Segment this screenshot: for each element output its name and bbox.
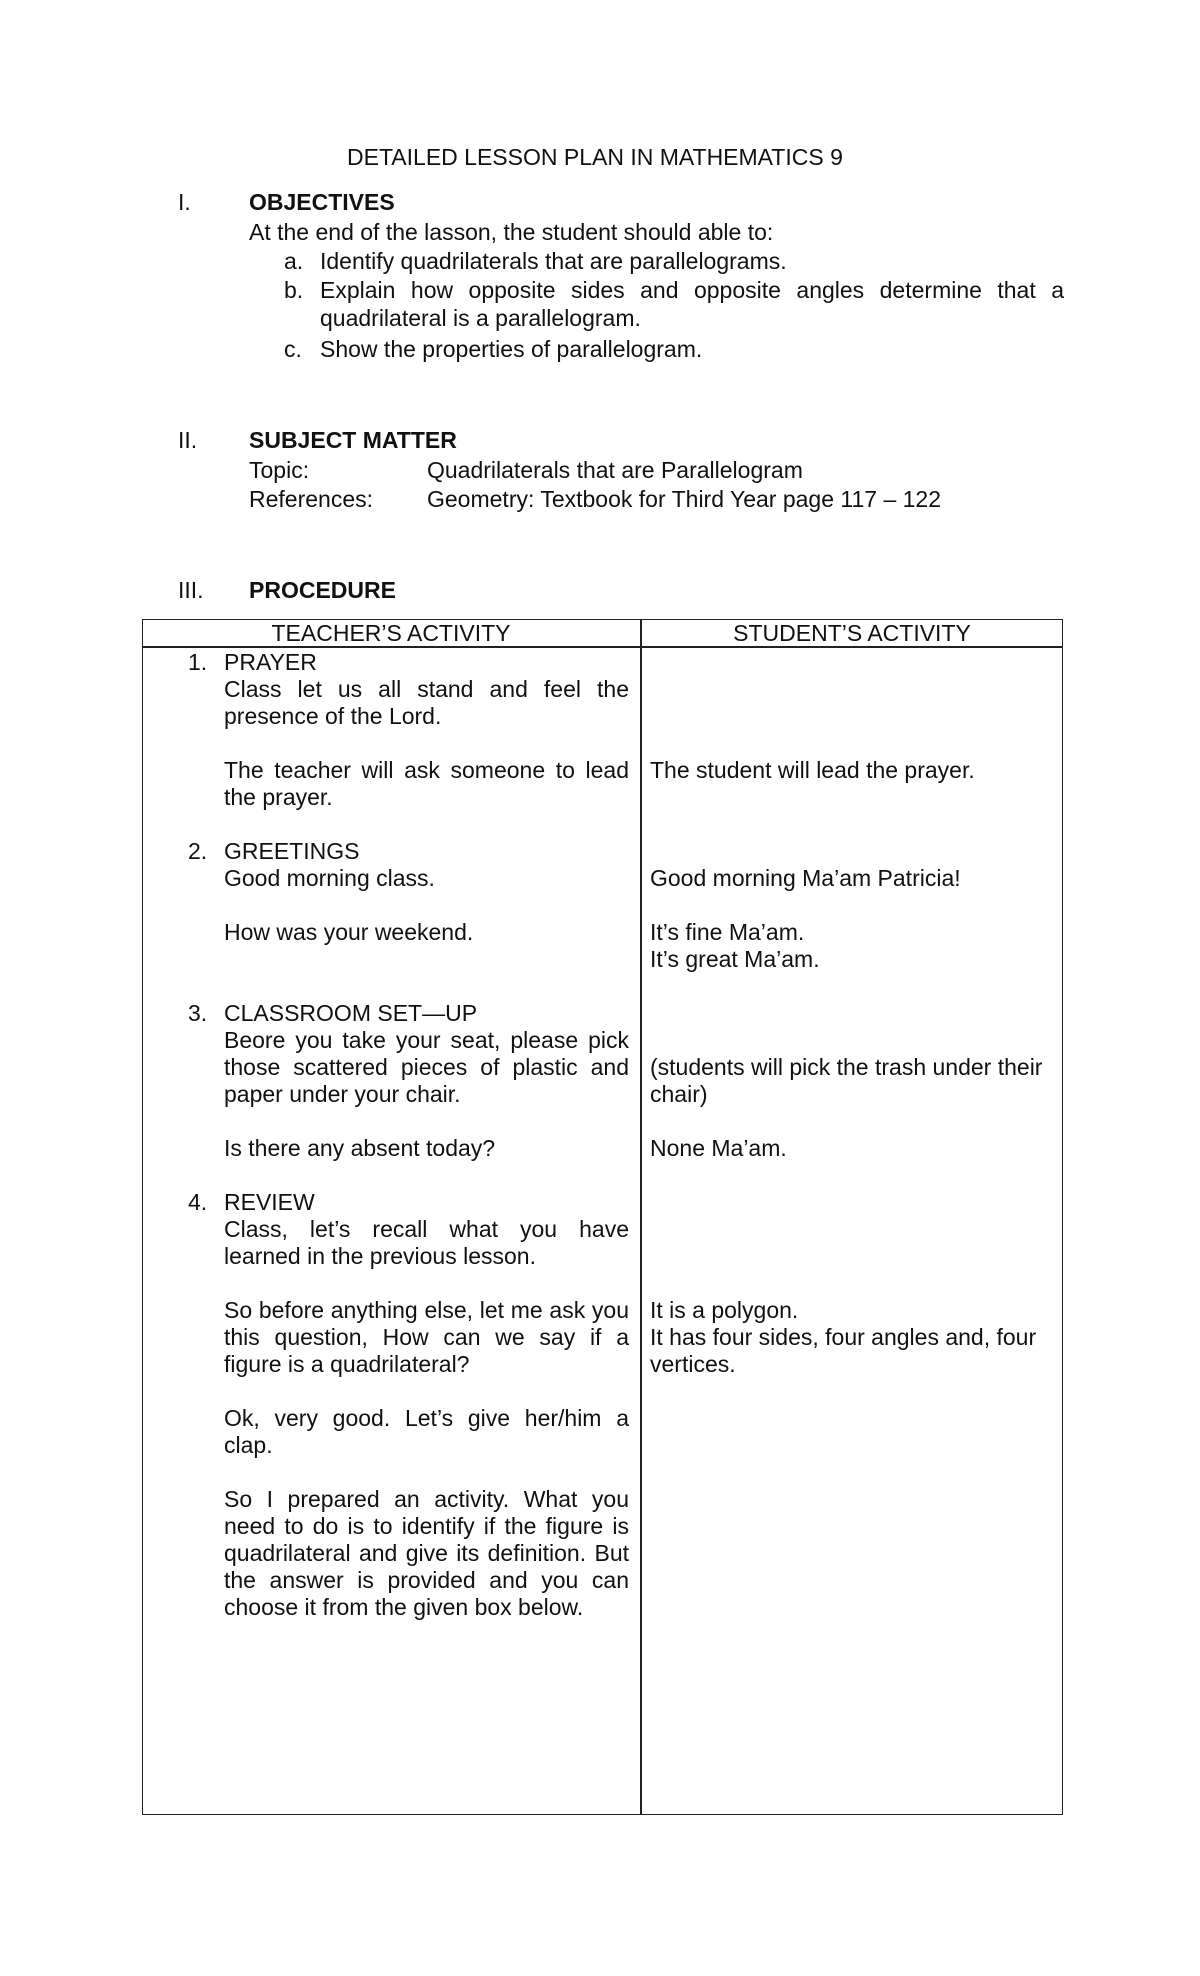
teacher-line: How was your weekend. bbox=[224, 919, 474, 945]
teacher-line: Is there any absent today? bbox=[224, 1135, 496, 1161]
step-title: CLASSROOM SET—UP bbox=[224, 1000, 478, 1026]
teacher-line: Class let us all stand and feel the presence of the Lord. bbox=[224, 676, 629, 729]
step-title: REVIEW bbox=[224, 1189, 315, 1215]
step-number: 2. bbox=[188, 838, 208, 864]
student-line: It’s fine Ma’am. bbox=[650, 919, 805, 945]
objective-marker-b: b. bbox=[284, 277, 304, 303]
student-line: The student will lead the prayer. bbox=[650, 757, 975, 783]
step-number: 4. bbox=[188, 1189, 208, 1215]
teacher-line: Class, let’s recall what you have learned in the previous lesson. bbox=[224, 1216, 629, 1269]
subject-matter-numeral: II. bbox=[178, 427, 198, 453]
subject-matter-heading: SUBJECT MATTER bbox=[249, 427, 457, 453]
teacher-line: So before anything else, let me ask you this question, How can we say if a figure is a quadrilateral? bbox=[224, 1297, 629, 1377]
student-line: It has four sides, four angles and, four vertices. bbox=[650, 1324, 1037, 1377]
page-title: DETAILED LESSON PLAN IN MATHEMATICS 9 bbox=[347, 144, 843, 170]
step-number: 3. bbox=[188, 1000, 208, 1026]
student-line: None Ma’am. bbox=[650, 1135, 787, 1161]
objective-marker-a: a. bbox=[284, 248, 304, 274]
objectives-numeral: I. bbox=[178, 189, 191, 215]
procedure-numeral: III. bbox=[178, 577, 204, 603]
step-number: 1. bbox=[188, 649, 208, 675]
objectives-heading: OBJECTIVES bbox=[249, 189, 395, 215]
step-title: PRAYER bbox=[224, 649, 317, 675]
column-divider bbox=[640, 619, 642, 1815]
procedure-heading: PROCEDURE bbox=[249, 577, 396, 603]
teacher-column-header: TEACHER’S ACTIVITY bbox=[271, 620, 511, 646]
student-line: It is a polygon. bbox=[650, 1297, 799, 1323]
objectives-intro: At the end of the lasson, the student should able to: bbox=[249, 219, 774, 245]
teacher-line: Beore you take your seat, please pick those scattered pieces of plastic and paper under your chair. bbox=[224, 1027, 629, 1107]
objective-item-c: Show the properties of parallelogram. bbox=[320, 336, 703, 362]
student-line: (students will pick the trash under their chair) bbox=[650, 1054, 1043, 1107]
topic-label: Topic: bbox=[249, 457, 310, 483]
objective-marker-c: c. bbox=[284, 336, 302, 362]
teacher-line: So I prepared an activity. What you need to do is to identify if the figure is quadrilateral and give its definition. But the answer is provided and you can choose it from the given box below. bbox=[224, 1486, 629, 1620]
student-column-header: STUDENT’S ACTIVITY bbox=[733, 620, 971, 646]
teacher-line: Good morning class. bbox=[224, 865, 435, 891]
topic-value: Quadrilaterals that are Parallelogram bbox=[427, 457, 803, 483]
objective-item-b: Explain how opposite sides and opposite angles determine that a quadrilateral is a parallelogram. bbox=[320, 277, 1064, 331]
student-line: It’s great Ma’am. bbox=[650, 946, 820, 972]
references-label: References: bbox=[249, 486, 374, 512]
teacher-line: Ok, very good. Let’s give her/him a clap. bbox=[224, 1405, 629, 1458]
step-title: GREETINGS bbox=[224, 838, 360, 864]
teacher-line: The teacher will ask someone to lead the prayer. bbox=[224, 757, 629, 810]
objective-item-a: Identify quadrilaterals that are parallelograms. bbox=[320, 248, 787, 274]
references-value: Geometry: Textbook for Third Year page 117 – 122 bbox=[427, 486, 942, 512]
student-line: Good morning Ma’am Patricia! bbox=[650, 865, 961, 891]
